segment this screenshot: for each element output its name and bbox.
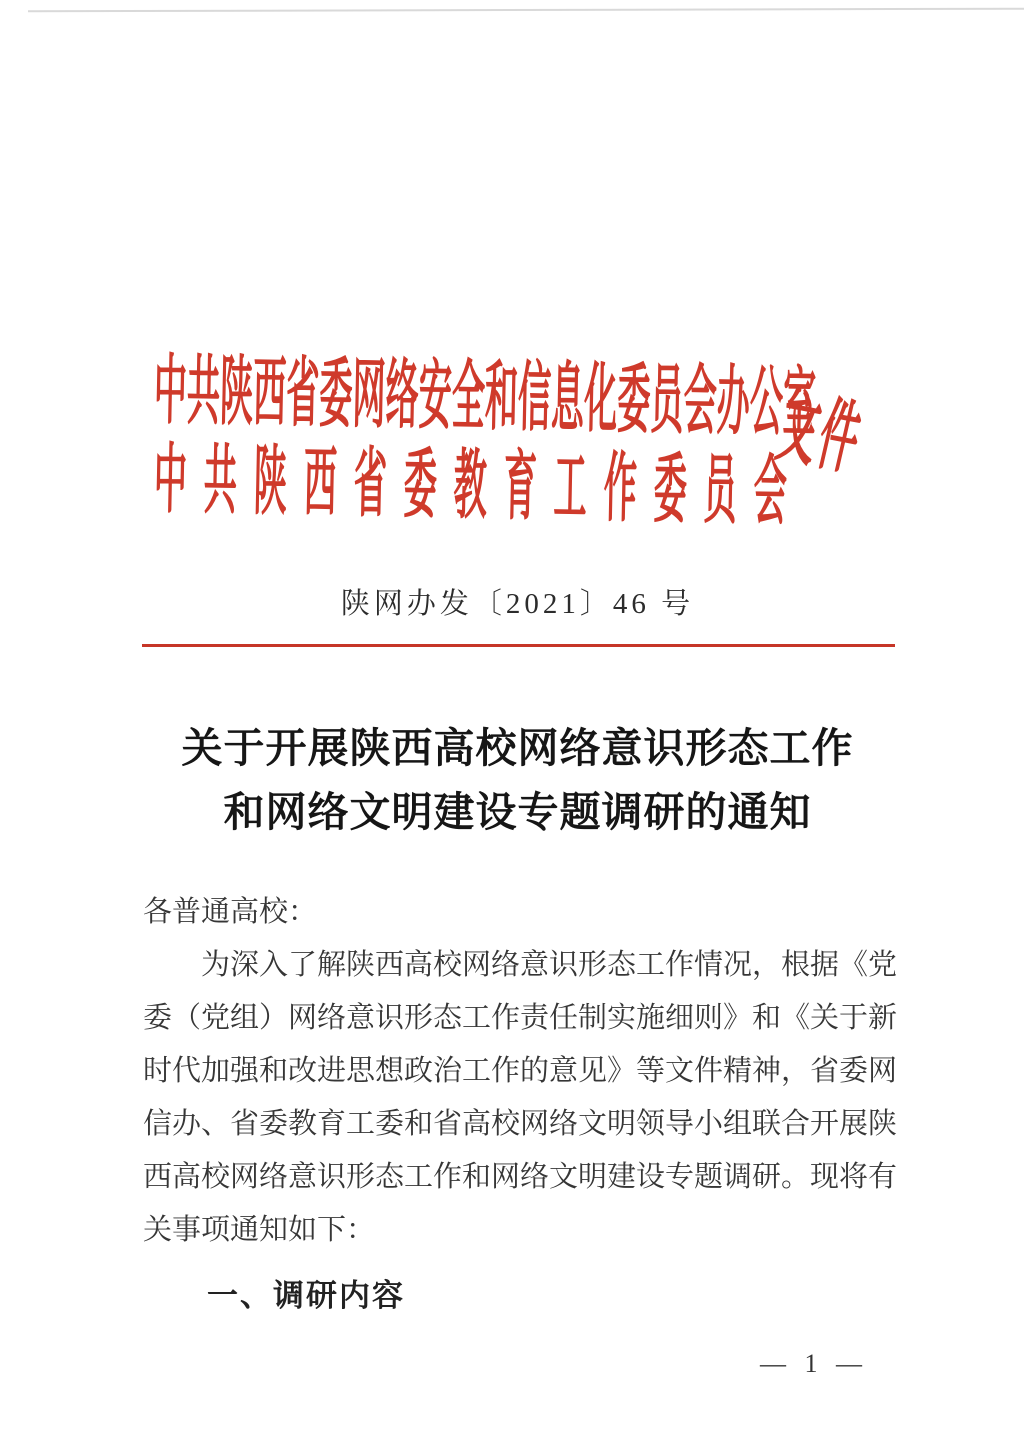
page-number: — 1 — — [760, 1349, 868, 1378]
document-title-line2: 和网络文明建设专题调研的通知 — [223, 789, 812, 835]
scan-artifact-line — [28, 8, 1024, 13]
body-line: 为深入了解陕西高校网络意识形态工作情况，根据《党 — [201, 949, 897, 981]
document-number: 陕网办发〔2021〕46 号 — [340, 588, 695, 620]
letterhead-org-line1: 中共陕西省委网络安全和信息化委员会办公室 — [153, 347, 817, 446]
body-line: 信办、省委教育工委和省高校网络文明领导小组联合开展陕 — [143, 1108, 897, 1140]
red-divider-line — [142, 644, 895, 647]
document-body — [143, 886, 897, 1322]
body-line: 关事项通知如下： — [143, 1214, 376, 1246]
section-heading: 一、调研内容 — [207, 1278, 405, 1313]
salutation: 各普通高校： — [143, 896, 318, 928]
document-title — [140, 716, 895, 844]
body-line: 西高校网络意识形态工作和网络文明建设专题调研。现将有 — [143, 1161, 897, 1193]
document-title-line1: 关于开展陕西高校网络意识形态工作 — [181, 725, 854, 771]
letterhead-doc-type: 文件 — [770, 382, 871, 486]
letterhead-org-line2: 中 共 陕 西 省 委 教 育 工 作 委 员 会 — [153, 436, 788, 535]
body-line: 委（党组）网络意识形态工作责任制实施细则》和《关于新 — [143, 1002, 897, 1034]
body-line: 时代加强和改进思想政治工作的意见》等文件精神，省委网 — [143, 1055, 897, 1087]
